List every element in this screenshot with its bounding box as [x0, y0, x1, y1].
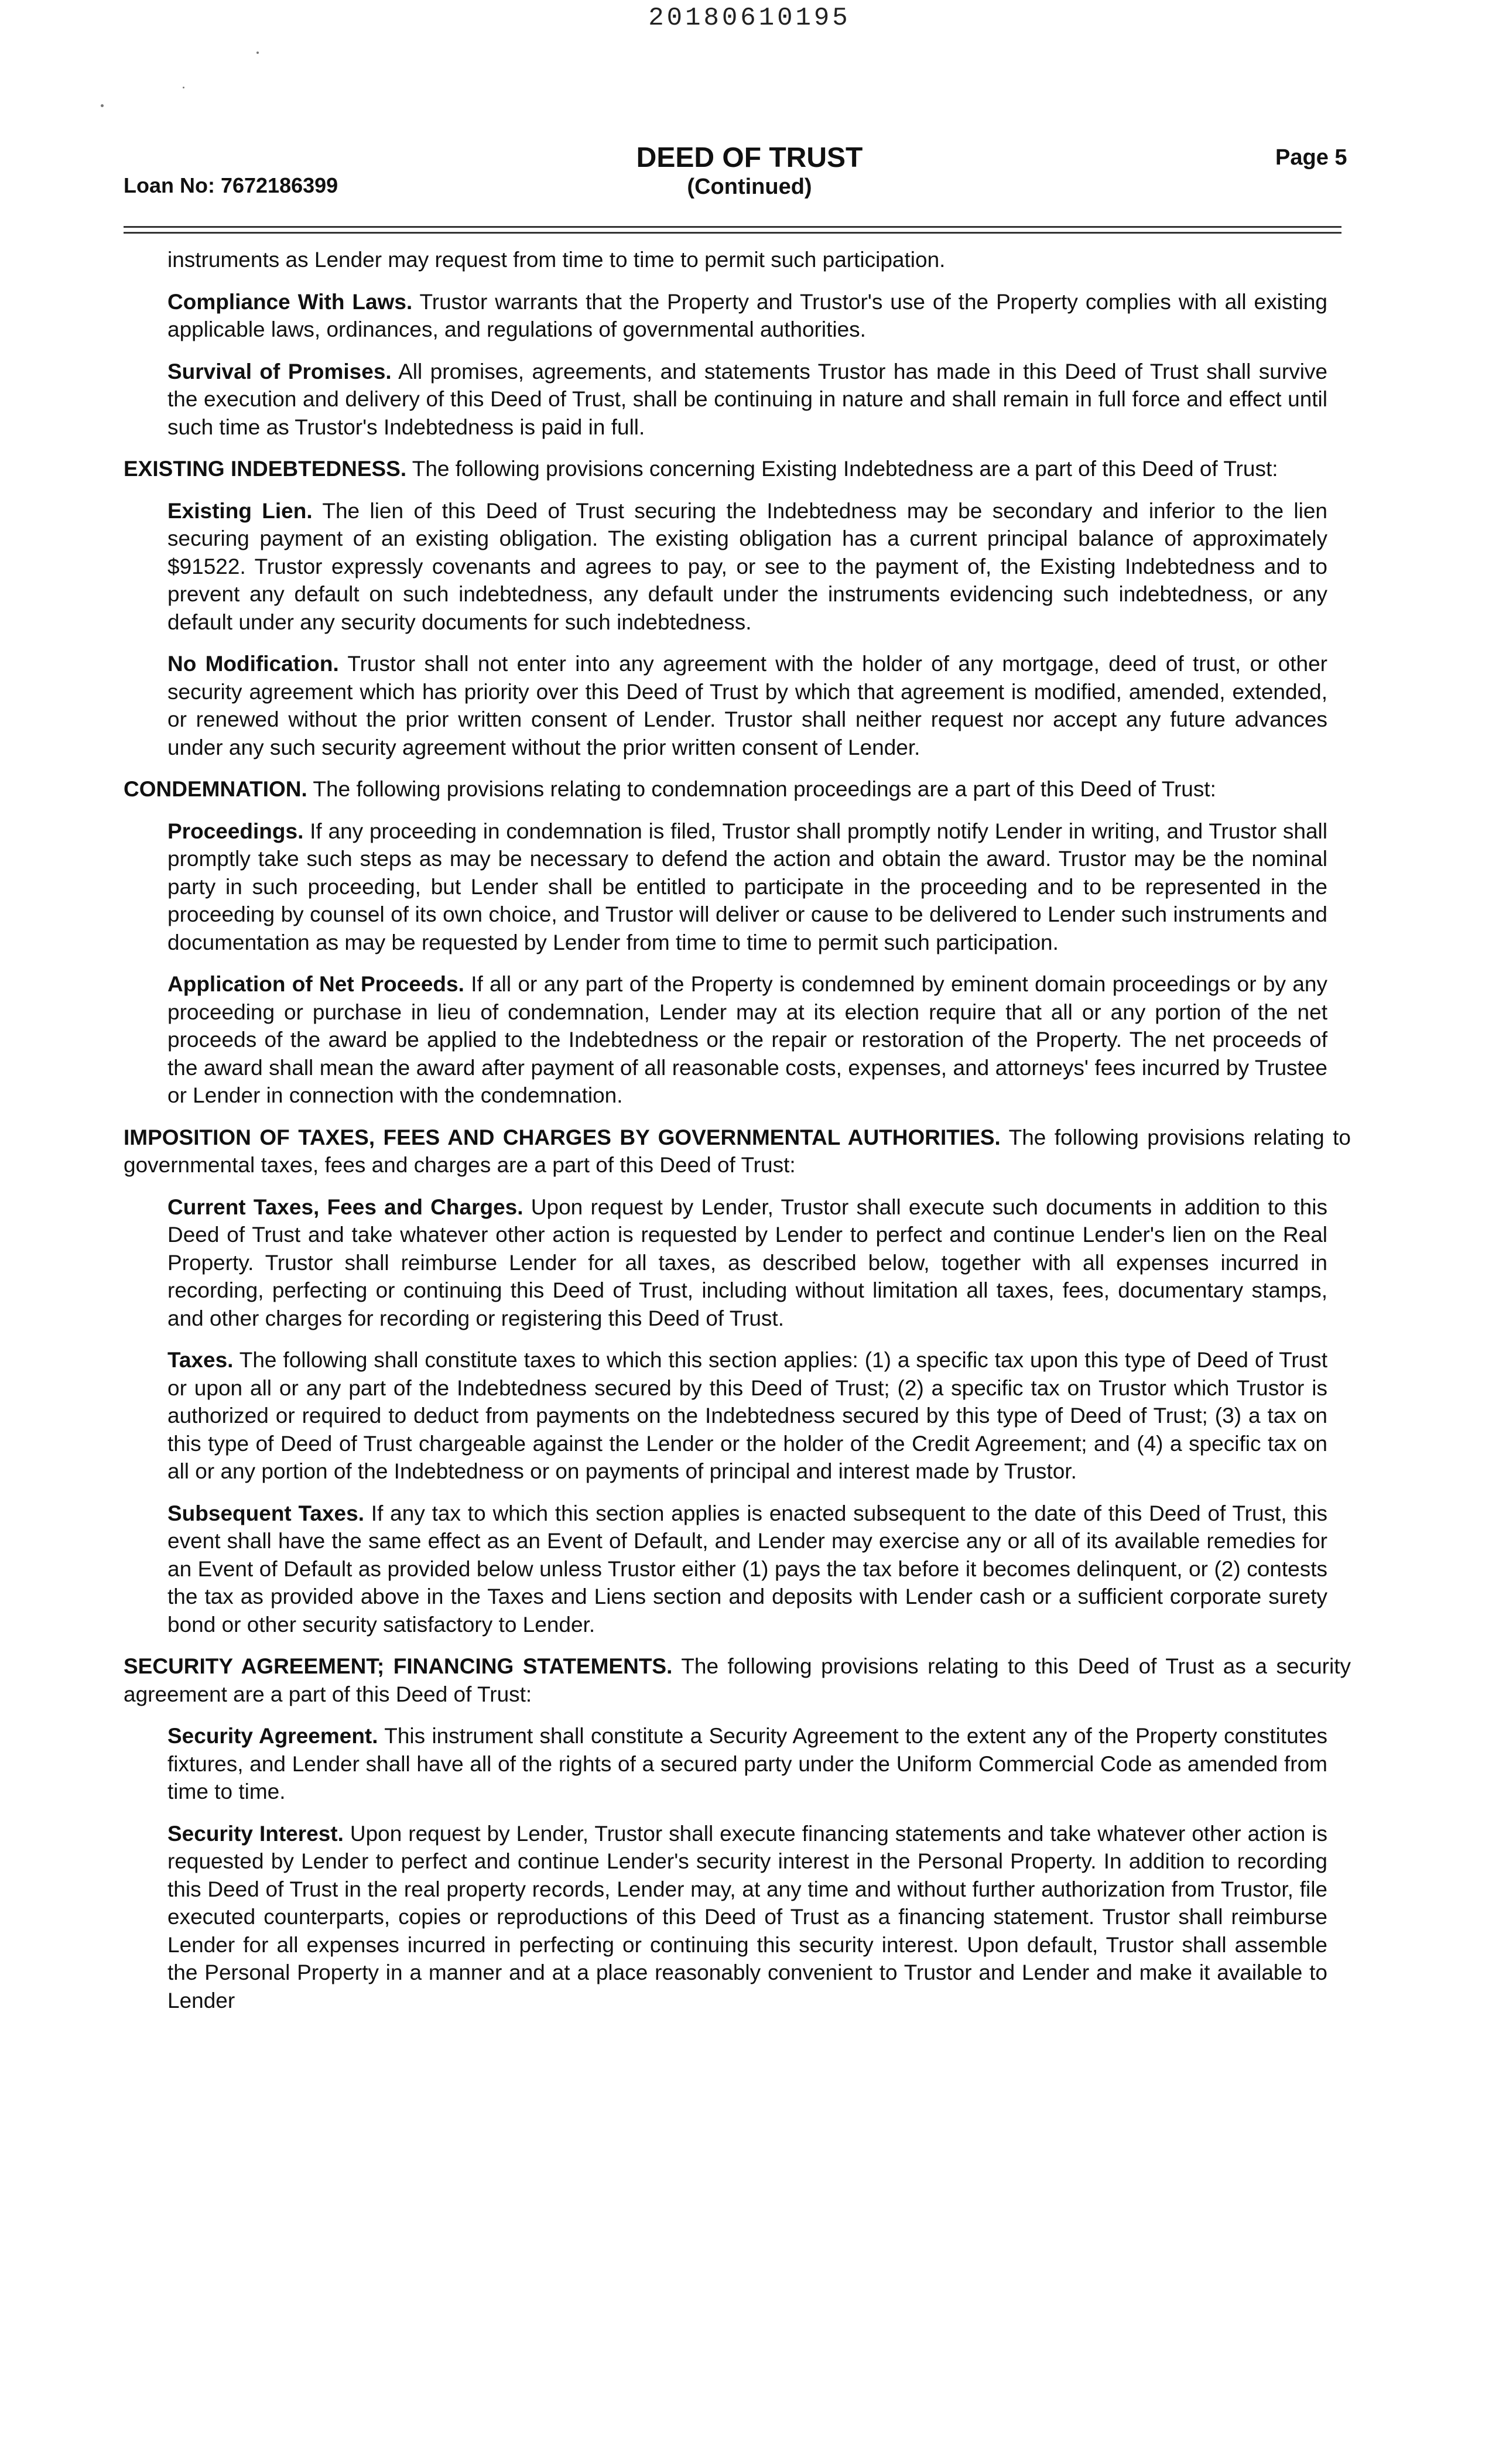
- section-heading: EXISTING INDEBTEDNESS.: [124, 457, 407, 481]
- paragraph: Subsequent Taxes. If any tax to which this section applies is enacted subsequent to the date of this Deed of Trust, this event shall have the same effect as an Event of Default, and Lender may exercise any or all of its available remedies for an Event of Default as provided below unless Trustor either (1) pays the tax before it becomes delinquent, or (2) contests the tax as provided above in the Taxes and Liens section and deposits with Lender cash or a sufficient corporate surety bond or other security satisfactory to Lender.: [167, 1501, 1328, 1637]
- document-number: 20180610195: [648, 4, 851, 33]
- paragraph: Survival of Promises. All promises, agreements, and statements Trustor has made in this Deed of Trust shall survive the execution and delivery of this Deed of Trust, shall be continuing in nature and shall remain in full force and effect until such time as Trustor's Indebtedness is paid in full.: [167, 359, 1327, 439]
- paragraph-heading: Application of Net Proceeds.: [167, 972, 464, 996]
- section-paragraph: IMPOSITION OF TAXES, FEES AND CHARGES BY GOVERNMENTAL AUTHORITIES. The following provisions relating to governmental taxes, fees and charges are a part of this Deed of Trust:: [124, 1125, 1351, 1177]
- paragraph: Existing Lien. The lien of this Deed of Trust securing the Indebtedness may be secondary and inferior to the lien securing payment of an existing obligation. The existing obligation has a current principal balance of approximately $91522. Trustor expressly covenants and agrees to pay, or see to the payment of, the Existing Indebtedness and to prevent any default on such indebtedness, any default under the instruments evidencing such indebtedness, or any default under any security documents for such indebtedness.: [167, 498, 1327, 634]
- section-paragraph: SECURITY AGREEMENT; FINANCING STATEMENTS. The following provisions relating to this Deed of Trust as a security agreement are a part of this Deed of Trust:: [124, 1654, 1351, 1706]
- paragraph: Application of Net Proceeds. If all or any part of the Property is condemned by eminent domain proceedings or by any proceeding or purchase in lieu of condemnation, Lender may at its election require that all or any portion of the net proceeds of the award be applied to the Indebtedness or the repair or restoration of the Property. The net proceeds of the award shall mean the award after payment of all reasonable costs, expenses, and attorneys' fees incurred by Trustee or Lender in connection with the condemnation.: [167, 972, 1327, 1107]
- loan-number: Loan No: 7672186399: [124, 173, 338, 197]
- section-heading: CONDEMNATION.: [124, 777, 307, 801]
- paragraph: Security Interest. Upon request by Lender, Trustor shall execute financing statements and take whatever other action is requested by Lender to perfect and continue Lender's security interest in the Personal Property. In addition to recording this Deed of Trust in the real property records, Lender may, at any time and without further authorization from Trustor, file executed counterparts, copies or reproductions of this Deed of Trust as a financing statement. Trustor shall reimburse Lender for all expenses incurred in perfecting or continuing this security interest. Upon default, Trustor shall assemble the Personal Property in a manner and at a place reasonably convenient to Trustor and Lender and make it available to Lender: [167, 1821, 1328, 2013]
- paragraph-heading: Security Agreement.: [167, 1724, 378, 1748]
- paragraph-heading: Survival of Promises.: [167, 359, 392, 384]
- document-title: DEED OF TRUST: [636, 142, 863, 173]
- paragraph: No Modification. Trustor shall not enter into any agreement with the holder of any mortgage, deed of trust, or other security agreement which has priority over this Deed of Trust by which that agreement is modified, amended, extended, or renewed without the prior written consent of Lender. Trustor shall neither request nor accept any future advances under any such security agreement without the prior written consent of Lender.: [167, 652, 1327, 759]
- paragraph-heading: Proceedings.: [167, 819, 304, 843]
- section-paragraph: EXISTING INDEBTEDNESS. The following provisions concerning Existing Indebtedness are a part of this Deed of Trust:: [124, 457, 1278, 481]
- scan-speck: [183, 87, 184, 88]
- paragraph-heading: Current Taxes, Fees and Charges.: [167, 1195, 523, 1219]
- paragraph-heading: Subsequent Taxes.: [167, 1501, 364, 1525]
- header-rule: [124, 226, 1341, 228]
- document-body: [124, 246, 1351, 2014]
- header-rule: [124, 232, 1341, 234]
- paragraph-heading: Existing Lien.: [167, 498, 313, 523]
- paragraph-heading: Security Interest.: [167, 1821, 344, 1846]
- document-subtitle: (Continued): [687, 174, 812, 199]
- scan-speck: [101, 104, 104, 107]
- section-heading: SECURITY AGREEMENT; FINANCING STATEMENTS.: [124, 1654, 673, 1678]
- section-paragraph: CONDEMNATION. The following provisions relating to condemnation proceedings are a part of this Deed of Trust:: [124, 777, 1216, 801]
- page-number: Page 5: [1275, 145, 1347, 170]
- paragraph: Security Agreement. This instrument shall constitute a Security Agreement to the extent any of the Property constitutes fixtures, and Lender shall have all of the rights of a secured party under the Uniform Commercial Code as amended from time to time.: [167, 1724, 1327, 1803]
- section-heading: IMPOSITION OF TAXES, FEES AND CHARGES BY GOVERNMENTAL AUTHORITIES.: [124, 1125, 1001, 1149]
- paragraph: Proceedings. If any proceeding in condemnation is filed, Trustor shall promptly notify Lender in writing, and Trustor shall promptly take such steps as may be necessary to defend the action and obtain the award. Trustor may be the nominal party in such proceeding, but Lender shall be entitled to participate in the proceeding and to be represented in the proceeding by counsel of its own choice, and Trustor will deliver or cause to be delivered to Lender such instruments and documentation as may be requested by Lender from time to time to permit such participation.: [167, 819, 1327, 954]
- paragraph-heading: No Modification.: [167, 652, 339, 676]
- scan-speck: [256, 52, 259, 54]
- paragraph: instruments as Lender may request from time to time to permit such participation.: [167, 248, 946, 272]
- paragraph-heading: Compliance With Laws.: [167, 289, 413, 314]
- paragraph: Taxes. The following shall constitute taxes to which this section applies: (1) a specific tax upon this type of Deed of Trust or upon all or any part of the Indebtedness secured by this Deed of Trust; (2) a specific tax on Trustor which Trustor is authorized or required to deduct from payments on the Indebtedness secured by this type of Deed of Trust; (3) a tax on this type of Deed of Trust chargeable against the Lender or the holder of the Credit Agreement; and (4) a specific tax on all or any portion of the Indebtedness or on payments of principal and interest made by Trustor.: [167, 1348, 1327, 1483]
- paragraph: Compliance With Laws. Trustor warrants that the Property and Trustor's use of the Property complies with all existing applicable laws, ordinances, and regulations of governmental authorities.: [167, 289, 1327, 341]
- paragraph: Current Taxes, Fees and Charges. Upon request by Lender, Trustor shall execute such documents in addition to this Deed of Trust and take whatever other action is requested by Lender to perfect and continue Lender's lien on the Real Property. Trustor shall reimburse Lender for all taxes, as described below, together with all expenses incurred in recording, perfecting or continuing this Deed of Trust, including without limitation all taxes, fees, documentary stamps, and other charges for recording or registering this Deed of Trust.: [167, 1195, 1327, 1330]
- paragraph-heading: Taxes.: [167, 1348, 234, 1372]
